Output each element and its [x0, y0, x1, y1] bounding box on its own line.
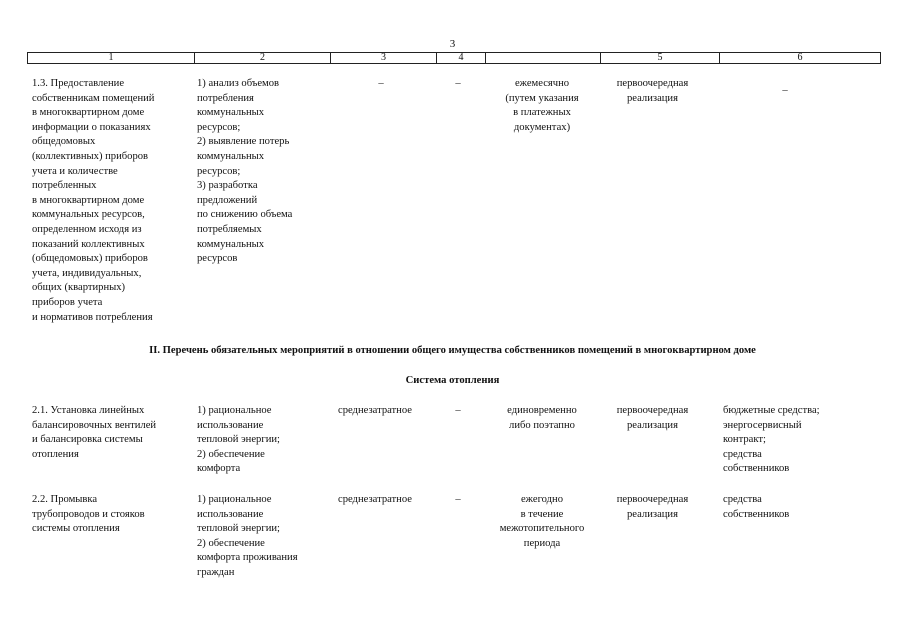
subsection-title: Система отопления [405, 375, 500, 386]
col-number-1: 1 [28, 53, 195, 64]
row-1-3-cost: – [378, 78, 384, 89]
row-2-2-cost: среднезатратное [338, 494, 412, 505]
row-2-1-measure: 2.1. Установка линейных балансировочных вентилей и балансировка системы отопления [32, 405, 157, 460]
col-number-2: 2 [195, 53, 331, 64]
row-2-1-goals: 1) рациональное использование тепловой энергии; 2) обеспечение комфорта [197, 405, 280, 475]
row-2-2-col4: – [455, 494, 461, 505]
row-2-1-priority: первоочередная реализация [616, 405, 689, 431]
row-2-1-frequency: единовременно либо поэтапно [507, 405, 577, 431]
row-2-2-measure: 2.2. Промывка трубопроводов и стояков системы отопления [32, 494, 145, 535]
row-1-3-funding: _ [782, 81, 788, 92]
row-1-3-priority: первоочередная реализация [616, 78, 689, 104]
row-1-3-measure: 1.3. Предоставление собственникам помещений в многоквартирном доме информации о показаниях общедомовых (коллективных) приборов учета и количестве потребленных в многоквартирном доме коммунальных ресурсов, определенном исходя из показаний коллективных (общедомовых) приборов учета, индивидуальных, общих (квартирных) приборов учета и нормативов потребления [32, 78, 155, 323]
row-2-2-funding: средства собственников [723, 494, 790, 520]
col-number-blank [486, 53, 601, 64]
row-2-2-goals: 1) рациональное использование тепловой энергии; 2) обеспечение комфорта проживания граждан [197, 494, 298, 578]
page-number: 3 [449, 38, 456, 50]
row-2-2-priority: первоочередная реализация [616, 494, 689, 520]
row-1-3-col4: – [455, 78, 461, 89]
col-number-3: 3 [331, 53, 437, 64]
section-title: II. Перечень обязательных мероприятий в отношении общего имущества собственников помещений в многоквартирном доме [149, 345, 756, 356]
column-number-row [27, 52, 881, 64]
row-2-1-cost: среднезатратное [338, 405, 412, 416]
row-2-2-frequency: ежегодно в течение межотопительного периода [499, 494, 585, 549]
col-number-4: 4 [437, 53, 486, 64]
row-2-1-funding: бюджетные средства; энергосервисный контракт; средства собственников [723, 405, 820, 475]
row-1-3-goals: 1) анализ объемов потребления коммунальных ресурсов; 2) выявление потерь коммунальных ресурсов; 3) разработка предложений по снижению объема потребляемых коммунальных ресурсов [197, 78, 293, 265]
col-number-6: 6 [720, 53, 881, 64]
row-1-3-frequency: ежемесячно (путем указания в платежных документах) [505, 78, 579, 133]
row-2-1-col4: – [455, 405, 461, 416]
col-number-5: 5 [601, 53, 720, 64]
